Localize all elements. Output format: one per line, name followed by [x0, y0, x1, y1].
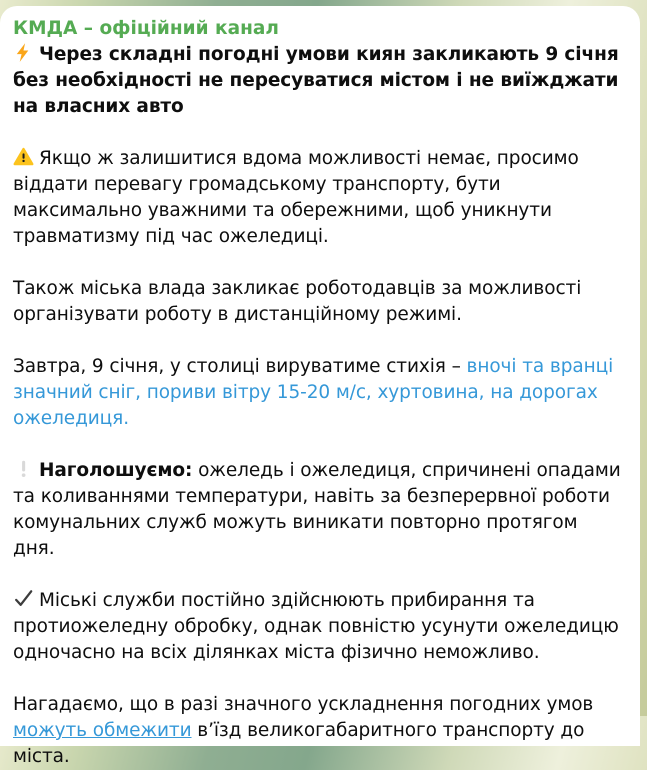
text-run: Через складні погодні умови киян закликають 9 січня без необхідності не пересуватися містом і не виїжджати на власних авто [13, 44, 619, 117]
message-paragraph [13, 146, 623, 250]
text-run: ожеледь і ожеледиця, спричинені опадами та коливаннями температури, навіть за безперервної роботи комунальних служб можуть виникати повторно протягом дня. [13, 460, 621, 559]
text-run: в’їзд великогабаритного транспорту до міста. [13, 720, 585, 767]
message-paragraph [13, 458, 623, 562]
message-paragraph [13, 354, 623, 432]
text-run: Завтра, 9 січня, у столиці вируватиме стихія – [13, 356, 467, 377]
lightning-icon [13, 42, 34, 63]
message-paragraph [13, 692, 623, 770]
text-run: Наголошуємо: [39, 460, 193, 481]
text-run: Нагадаємо, що в разі значного ускладнення погодних умов [13, 694, 594, 715]
message-bubble [0, 6, 640, 767]
grey-exclamation-icon [13, 458, 34, 479]
message-paragraph [13, 42, 623, 120]
text-run: Якщо ж залишитися вдома можливості немає, просимо віддати перевагу громадському транспорту, бути максимально уважними та обережними, щоб уникнути травматизму під час ожеледиці. [13, 148, 579, 247]
checkmark-icon [13, 588, 34, 609]
inline-link[interactable]: можуть обмежити [13, 720, 192, 741]
warning-icon [13, 146, 34, 167]
text-run: Також міська влада закликає роботодавців за можливості організувати роботу в дистанційному режимі. [13, 278, 582, 325]
message-paragraph [13, 276, 623, 328]
inline-link[interactable]: вночі та вранці значний сніг, пориви вітру 15-20 м/с, хуртовина, на дорогах ожеледиця. [13, 356, 614, 429]
text-run: Міські служби постійно здійснюють прибирання та протиожеледну обробку, однак повністю усунути ожеледицю одночасно на всіх ділянках міста фізично неможливо. [13, 590, 619, 663]
message-text [13, 42, 623, 770]
channel-title[interactable]: КМДА – офіційний канал [13, 18, 279, 39]
message-paragraph [13, 588, 623, 666]
